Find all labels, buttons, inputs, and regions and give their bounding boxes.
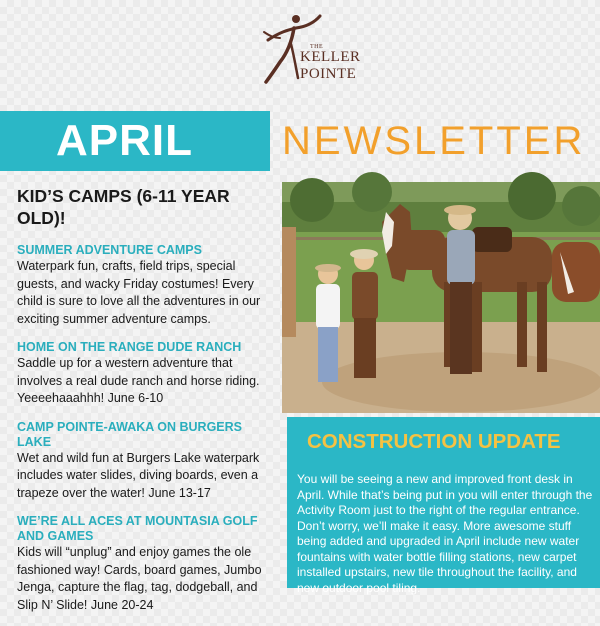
camp-description: Waterpark fun, crafts, field trips, special guests, and wacky Friday costumes! Every child is sure to love all the adventures in our exciting summer adventure camps. — [17, 259, 261, 326]
camp-title: WE’RE ALL ACES AT MOUNTASIA GOLF AND GAMES — [17, 514, 258, 543]
construction-body: You will be seeing a new and improved front desk in April. While that’s being put in you will enter through the Activity Room just to the right of the regular entrance. Don’t worry, we’ll make it easy. More awesome stuff being added and upgraded in April include new water fountains with water bottle filling stations, new carpet installed upstairs, new tile throughout the facility, and new outdoor pool tiling. — [297, 472, 593, 595]
camp-description: Wet and wild fun at Burgers Lake waterpark includes water slides, diving boards, even a trapeze over the water! June 13-17 — [17, 450, 260, 500]
logo-keller: KELLER — [300, 49, 361, 65]
camp-description: Saddle up for a western adventure that involves a real dude ranch and horse riding. Yeeeehaaahhh! June 6-10 — [17, 356, 260, 405]
logo-the: THE — [310, 44, 324, 50]
camp-title: SUMMER ADVENTURE CAMPS — [17, 243, 202, 257]
logo-pointe: POINTE — [300, 66, 357, 82]
camp-item — [17, 514, 279, 614]
newsletter-title: NEWSLETTER — [282, 119, 586, 163]
construction-heading: CONSTRUCTION UPDATE — [307, 430, 561, 453]
horse-photo-illustration — [282, 182, 600, 413]
month-title: APRIL — [56, 116, 193, 165]
kids-camps-heading: KID’S CAMPS (6-11 YEAR OLD)! — [17, 186, 230, 228]
camp-item — [17, 420, 279, 503]
camp-item — [17, 340, 279, 408]
camp-item — [17, 243, 279, 328]
horse-photo — [282, 182, 600, 413]
construction-update-box — [287, 417, 600, 595]
keller-pointe-logo — [258, 10, 378, 96]
kids-camps-section — [17, 185, 279, 626]
camp-title: HOME ON THE RANGE DUDE RANCH — [17, 340, 242, 354]
camp-title: CAMP POINTE-AWAKA ON BURGERS LAKE — [17, 419, 243, 449]
camp-description: Kids will “unplug” and enjoy games the ole fashioned way! Cards, board games, Jumbo Jenga, capture the flag, tag, dodgeball, and Slip N’ Slide! June 20-24 — [17, 545, 262, 612]
